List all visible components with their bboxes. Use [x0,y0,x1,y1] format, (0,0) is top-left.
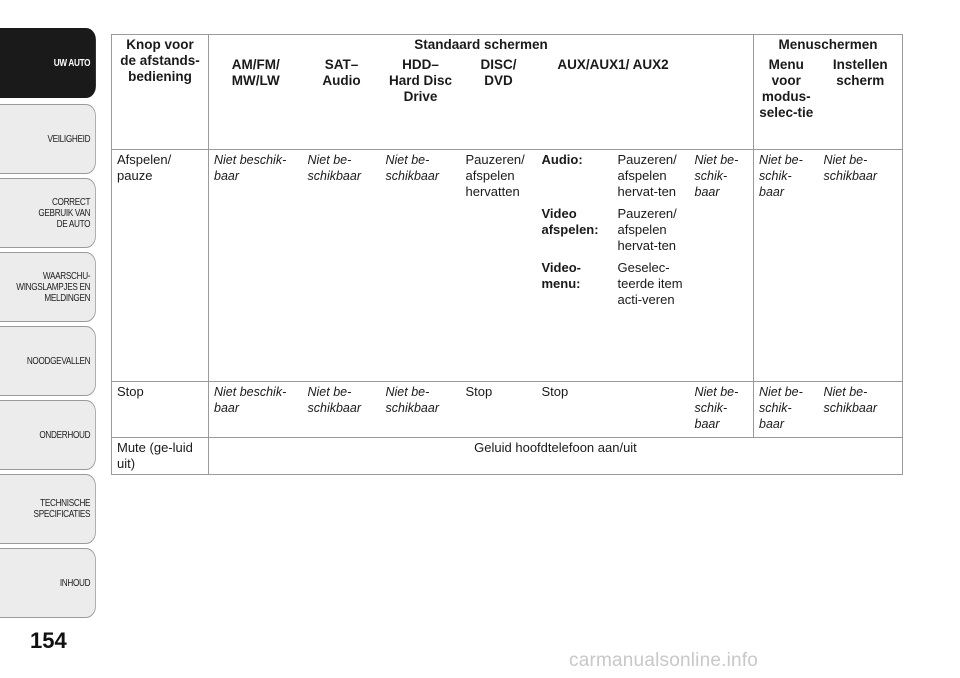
row-label-stop: Stop [112,381,209,437]
aux-sub-key: Video afspelen: [541,205,599,237]
tab-inhoud[interactable] [0,548,96,618]
col-header-instellen: Instellen scherm [819,55,903,149]
cell-afspelen-aux [537,149,690,381]
group-header-menu: Menuschermen [754,35,903,56]
tab-onderhoud[interactable] [0,400,96,470]
cell-stop-aux: Stop [537,381,690,437]
tab-label: UW AUTO [53,57,91,69]
cell-afspelen-hdd: Niet be-schikbaar [381,149,461,381]
tab-waarschuwingslampjes[interactable] [0,252,96,322]
corner-header: Knop voor de afstands-bediening [112,35,209,150]
cell-stop-hdd: Niet be-schikbaar [381,381,461,437]
col-header-menu: Menu voor modus-selec-tie [754,55,819,149]
cell-mute-merged: Geluid hoofdtelefoon aan/uit [209,437,903,474]
row-label-afspelen: Afspelen/ pauze [112,149,209,381]
tab-label: ONDERHOUD [39,429,91,441]
aux-sub-value: Geselec-teerde item acti-veren [617,259,683,307]
cell-stop-sat: Niet be-schikbaar [303,381,381,437]
cell-afspelen-disc: Pauzeren/ afspelen hervatten [461,149,537,381]
tab-label: WAARSCHU-WINGSLAMPJES EN MELDINGEN [16,270,91,304]
col-header-sat: SAT– Audio [303,55,381,149]
col-header-hdd: HDD– Hard Disc Drive [381,55,461,149]
row-label-mute: Mute (ge-luid uit) [112,437,209,474]
tab-label: VEILIGHEID [47,133,91,145]
page-number: 154 [30,628,67,653]
col-header-extra [690,55,754,149]
cell-stop-disc: Stop [461,381,537,437]
cell-afspelen-menu: Niet be-schik-baar [754,149,819,381]
col-header-aux: AUX/AUX1/ AUX2 [537,55,690,149]
cell-afspelen-instellen: Niet be-schikbaar [819,149,903,381]
group-header-standard: Standaard schermen [209,35,754,56]
watermark: carmanualsonline.info [569,650,759,671]
cell-afspelen-am: Niet beschik-baar [209,149,303,381]
col-header-am: AM/FM/ MW/LW [209,55,303,149]
tab-label: NOODGEVALLEN [26,355,91,367]
aux-sub-value: Pauzeren/ afspelen hervat-ten [617,205,677,253]
cell-stop-instellen: Niet be-schikbaar [819,381,903,437]
tab-noodgevallen[interactable] [0,326,96,396]
tab-label: TECHNISCHE SPECIFICATIES [33,498,91,520]
tab-uw-auto[interactable] [0,28,96,98]
tab-correct-gebruik[interactable] [0,178,96,248]
cell-afspelen-extra: Niet be-schik-baar [690,149,754,381]
cell-stop-menu: Niet be-schik-baar [754,381,819,437]
remote-control-table [111,34,903,475]
tab-technische-specificaties[interactable] [0,474,96,544]
cell-afspelen-sat: Niet be-schikbaar [303,149,381,381]
cell-stop-am: Niet beschik-baar [209,381,303,437]
aux-sub-key: Video-menu: [541,259,581,291]
col-header-disc: DISC/ DVD [461,55,537,149]
tab-label: CORRECT GEBRUIK VAN DE AUTO [38,196,91,230]
cell-stop-extra: Niet be-schik-baar [690,381,754,437]
aux-sub-value: Pauzeren/ afspelen hervat-ten [617,151,677,199]
tab-veiligheid[interactable] [0,104,96,174]
aux-sub-key: Audio: [541,151,583,167]
tab-label: INHOUD [59,577,91,589]
